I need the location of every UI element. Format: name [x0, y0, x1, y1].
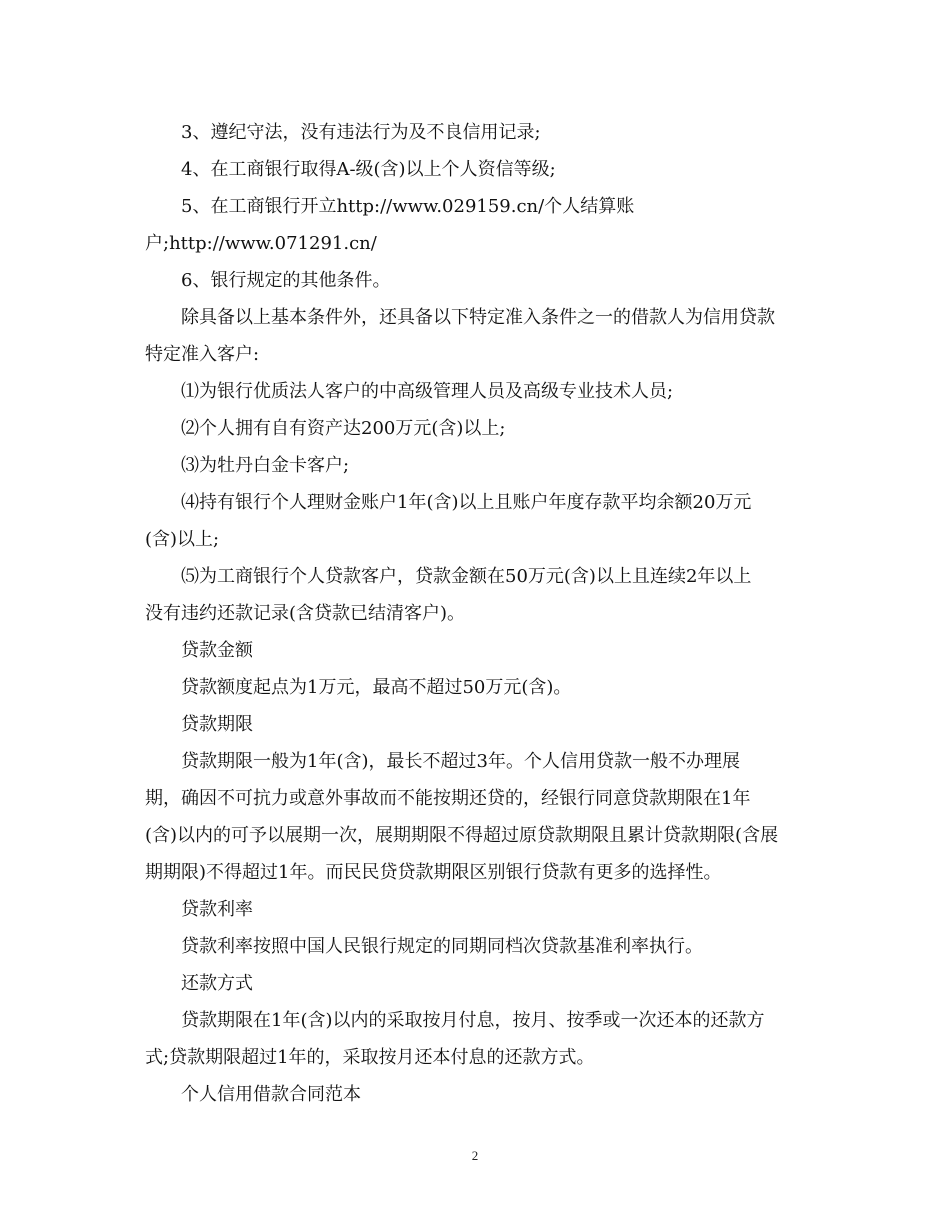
text-line: 除具备以上基本条件外，还具备以下特定准入条件之一的借款人为信用贷款	[181, 307, 775, 328]
text-line: ⑶为牡丹白金卡客户;	[181, 455, 350, 476]
text-line: (含)以上;	[145, 529, 220, 550]
text-line: 贷款期限	[181, 714, 253, 735]
text-line: ⑴为银行优质法人客户的中高级管理人员及高级专业技术人员;	[181, 381, 674, 402]
page-number: 2	[471, 1148, 479, 1163]
text-line: 贷款额度起点为1万元，最高不超过50万元(含)。	[181, 677, 572, 698]
text-line: 贷款利率	[181, 899, 253, 920]
text-line: 特定准入客户:	[145, 344, 260, 365]
text-line: 个人信用借款合同范本	[181, 1084, 361, 1105]
text-line: 贷款利率按照中国人民银行规定的同期同档次贷款基准利率执行。	[181, 936, 703, 957]
text-line: 户;http://www.071291.cn/	[145, 233, 377, 254]
text-line: 期期限)不得超过1年。而民民贷贷款期限区别银行贷款有更多的选择性。	[145, 862, 722, 883]
text-line: ⑷持有银行个人理财金账户1年(含)以上且账户年度存款平均余额20万元	[181, 492, 752, 513]
text-line: ⑸为工商银行个人贷款客户，贷款金额在50万元(含)以上且连续2年以上	[181, 566, 752, 587]
text-line: 6、银行规定的其他条件。	[181, 270, 391, 291]
text-line: 期，确因不可抗力或意外事故而不能按期还贷的，经银行同意贷款期限在1年	[145, 788, 751, 809]
text-line: 5、在工商银行开立http://www.029159.cn/个人结算账	[181, 196, 635, 217]
text-line: 3、遵纪守法，没有违法行为及不良信用记录;	[181, 122, 541, 143]
text-line: 贷款金额	[181, 640, 253, 661]
text-line: ⑵个人拥有自有资产达200万元(含)以上;	[181, 418, 506, 439]
text-line: 4、在工商银行取得A-级(含)以上个人资信等级;	[181, 159, 556, 180]
text-line: 贷款期限一般为1年(含)，最长不超过3年。个人信用贷款一般不办理展	[181, 751, 740, 772]
text-line: 式;贷款期限超过1年的，采取按月还本付息的还款方式。	[145, 1047, 595, 1068]
text-line: 贷款期限在1年(含)以内的采取按月付息，按月、按季或一次还本的还款方	[181, 1010, 765, 1031]
text-line: 没有违约还款记录(含贷款已结清客户)。	[145, 603, 466, 624]
text-line: 还款方式	[181, 973, 253, 994]
text-line: (含)以内的可予以展期一次，展期期限不得超过原贷款期限且累计贷款期限(含展	[145, 825, 779, 846]
document-body	[145, 114, 810, 1113]
